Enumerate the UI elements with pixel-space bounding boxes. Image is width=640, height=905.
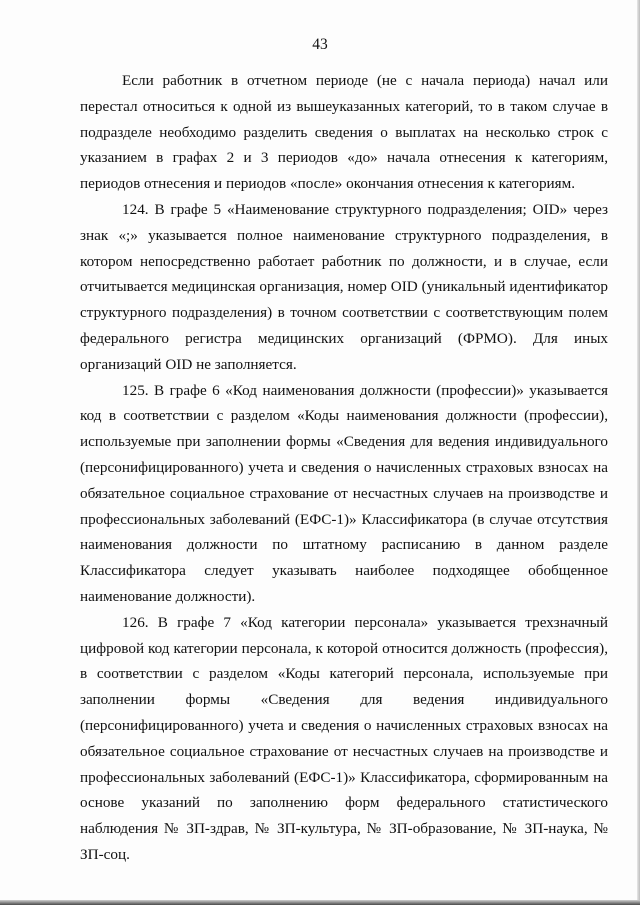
document-body [80, 68, 608, 868]
scan-bottom-edge [0, 900, 640, 905]
paragraph-124-structural-unit: 124. В графе 5 «Наименование структурного подразделения; OID» через знак «;» указывается полное наименование структурного подразделения, в котором непосредственно работает работник по должности, и в случае, если отчитывается медицинская организация, номер OID (уникальный идентификатор структурного подразделения) в точном соответствии с соответствующим полем федерального регистра медицинских организаций (ФРМО). Для иных организаций OID не заполняется. [80, 200, 608, 373]
paragraph-125-position-code: 125. В графе 6 «Код наименования должности (профессии)» указывается код в соответствии с разделом «Коды наименования должности (профессии), используемые при заполнении формы «Сведения для ведения индивидуального (персонифицированного) учета и сведения о начисленных страховых взносах на обязательное социальное страхование от несчастных случаев на производстве и профессиональных заболеваний (ЕФС-1)» Классификатора (в случае отсутствия наименования должности по штатному расписанию в данном разделе Классификатора следует указывать наиболее подходящее обобщенное наименование должности). [80, 381, 608, 605]
page-number: 43 [312, 36, 328, 53]
paragraph-category-change: Если работник в отчетном периоде (не с начала периода) начал или перестал относиться к одной из вышеуказанных категорий, то в таком случае в подразделе необходимо разделить сведения о выплатах на несколько строк с указанием в графах 2 и 3 периодов «до» начала отнесения к категориям, периодов отнесения и периодов «после» окончания отнесения к категориям. [80, 72, 608, 193]
paragraph-126-personnel-category: 126. В графе 7 «Код категории персонала» указывается трехзначный цифровой код категории персонала, к которой относится должность (профессия), в соответствии с разделом «Коды категорий персонала, используемые при заполнении формы «Сведения для ведения индивидуального (персонифицированного) учета и сведения о начисленных страховых взносах на обязательное социальное страхование от несчастных случаев на производстве и профессиональных заболеваний (ЕФС-1)» Классификатора, сформированным на основе указаний по заполнению форм федерального статистического наблюдения № ЗП-здрав, № ЗП-культура, № ЗП-образование, № ЗП-наука, № ЗП-соц. [80, 613, 608, 863]
